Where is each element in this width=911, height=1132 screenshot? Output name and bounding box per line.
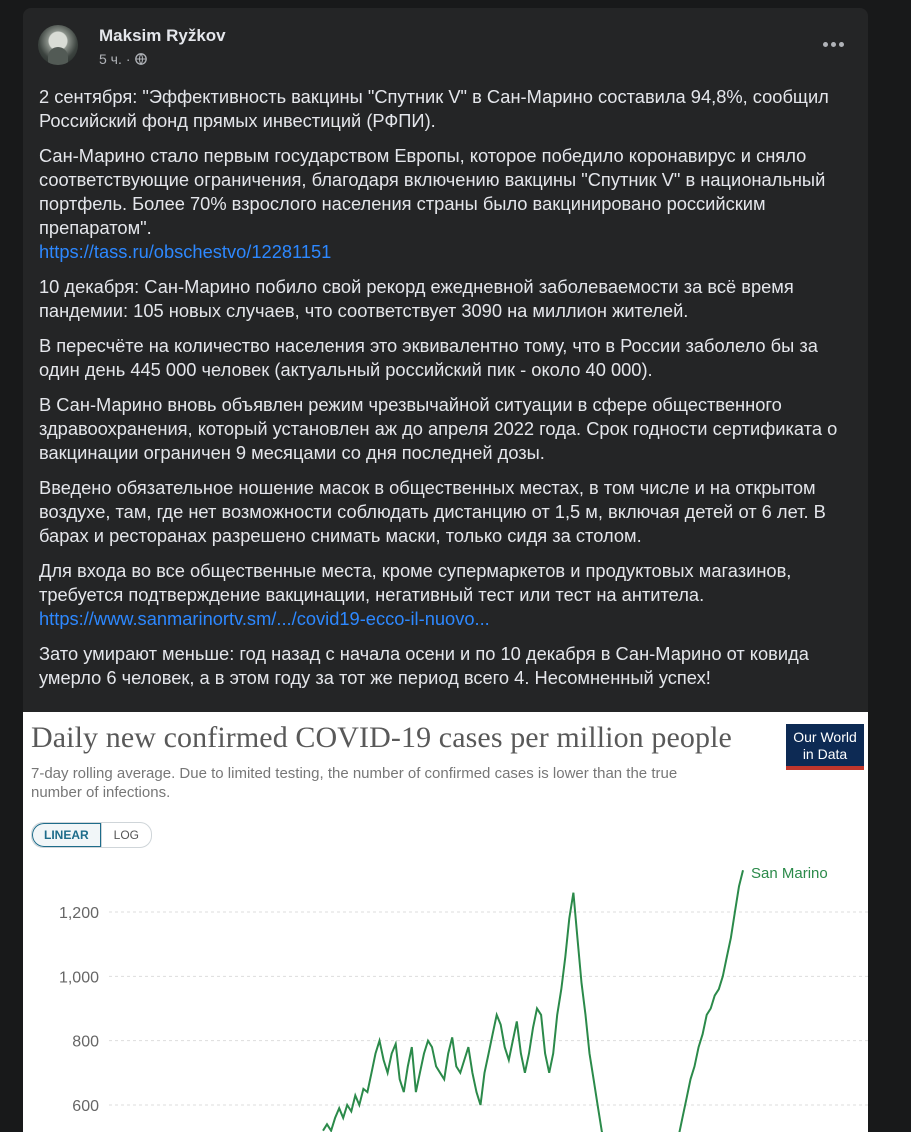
paragraph: В Сан-Марино вновь объявлен режим чрезвычайной ситуации в сфере общественного здравоохранения, который установлен аж до апреля 2022 года. Срок годности сертификата о вакцинации ограничен 9 месяцами со дня последней дозы. [39, 394, 838, 463]
y-tick-label: 600 [72, 1098, 99, 1115]
author-name[interactable]: Maksim Ryžkov [99, 26, 226, 45]
paragraph: 2 сентября: "Эффективность вакцины "Спутник V" в Сан-Марино составила 94,8%, сообщил Российский фонд прямых инвестиций (РФПИ). [39, 86, 829, 131]
log-toggle[interactable]: LOG [113, 828, 140, 842]
y-tick-label: 800 [72, 1033, 99, 1051]
avatar[interactable] [38, 25, 78, 65]
sanmarinortv-link[interactable]: https://www.sanmarinortv.sm/.../covid19-ecco-il-nuovo... [39, 608, 490, 629]
y-tick-label: 1,200 [58, 905, 99, 922]
paragraph: Введено обязательное ношение масок в общественных местах, в том числе и на открытом воздухе, там, где нет возможности соблюдать дистанцию от 1,5 м, включая детей от 6 лет. В барах и ресторанах разрешено снимать маски, только сидя за столом. [39, 477, 826, 546]
more-options-button[interactable] [819, 34, 847, 54]
post-text [39, 85, 854, 701]
series-line-san-marino [323, 870, 743, 1132]
paragraph: 10 декабря: Сан-Марино побило свой рекорд ежедневной заболеваемости за всё время пандемии: 105 новых случаев, что соответствует 3090 на миллион жителей. [39, 276, 794, 321]
dot-icon [831, 42, 836, 47]
y-tick-label: 1,000 [58, 969, 99, 987]
post-time[interactable]: 5 ч. [99, 51, 122, 67]
tass-link[interactable]: https://tass.ru/obschestvo/12281151 [39, 241, 332, 262]
paragraph: Для входа во все общественные места, кроме супермаркетов и продуктовых магазинов, требуется подтверждение вакцинации, негативный тест или тест на антитела. https://www.sanmarinortv.sm/.../covid19-ecco-il-nuovo... [39, 560, 792, 629]
linear-toggle[interactable]: LINEAR [32, 823, 102, 847]
globe-icon [135, 53, 147, 65]
series-label: San Marino [751, 865, 828, 883]
chart-title: Daily new confirmed COVID-19 cases per million people [31, 721, 732, 754]
paragraph: Сан-Марино стало первым государством Европы, которое победило коронавирус и сняло соответствующие ограничения, благодаря включению вакцины "Спутник V" в национальный портфель. Более 70% взрослого населения страны было вакцинировано российским препаратом". https://tass.ru/obschestvo/12281151 [39, 145, 826, 262]
post-meta: 5 ч. · [99, 51, 147, 67]
post-header [23, 8, 868, 84]
chart-subtitle: 7-day rolling average. Due to limited testing, the number of confirmed cases is lower than the true number of infections. [31, 765, 678, 801]
dot-icon [839, 42, 844, 47]
line-chart [23, 712, 868, 1132]
chart-image[interactable] [23, 712, 868, 1132]
owid-logo: Our World in Data [786, 724, 864, 770]
paragraph: Зато умирают меньше: год назад с начала осени и по 10 декабря в Сан-Марино от ковида умерло 6 человек, а в этом году за тот же период всего 4. Несомненный успех! [39, 643, 809, 688]
dot-icon [823, 42, 828, 47]
post-card [23, 8, 868, 1132]
paragraph: В пересчёте на количество населения это эквивалентно тому, что в России заболело бы за один день 445 000 человек (актуальный российский пик - около 40 000). [39, 335, 818, 380]
